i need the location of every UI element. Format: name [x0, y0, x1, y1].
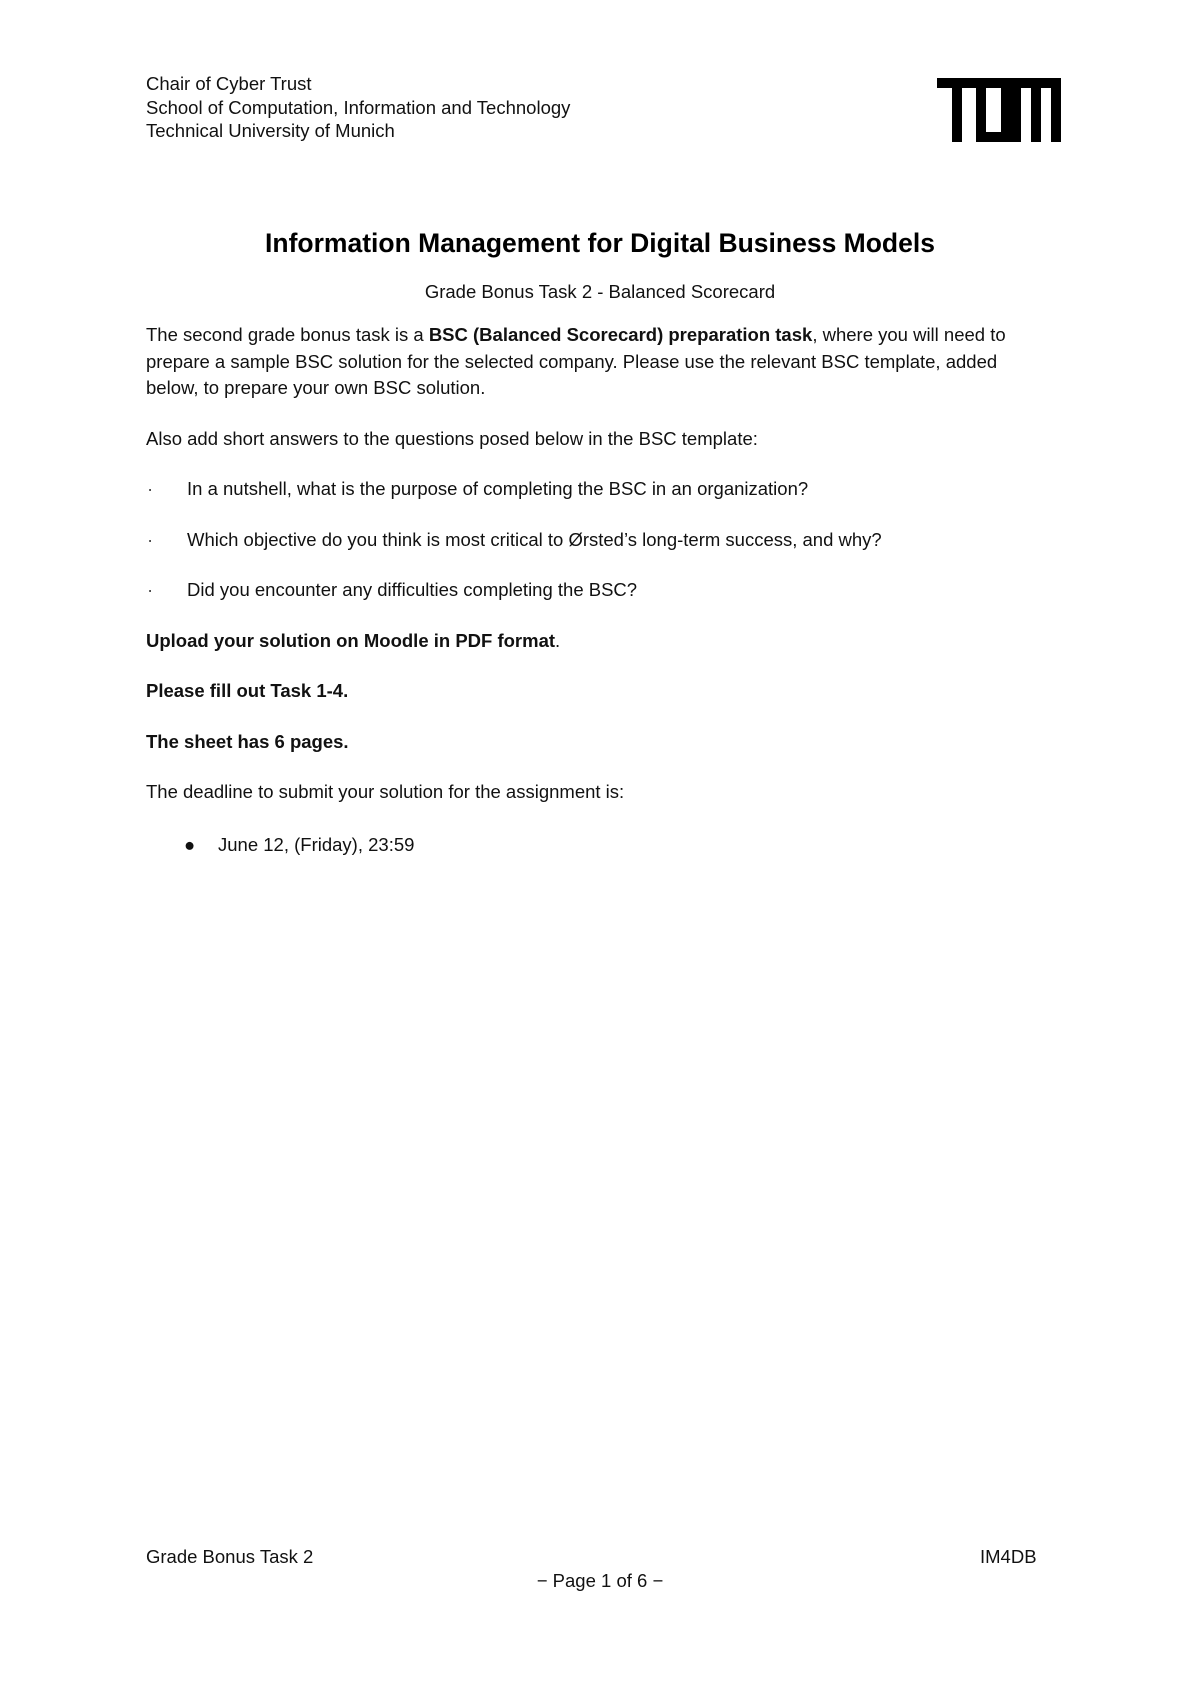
question-text: In a nutshell, what is the purpose of completing the BSC in an organization?	[187, 478, 809, 499]
header-university: Technical University of Munich	[146, 120, 395, 141]
document-body	[146, 322, 1046, 858]
bullet-marker: ·	[147, 478, 154, 499]
institution-header	[146, 72, 570, 143]
fill-instruction: Please fill out Task 1-4.	[146, 680, 349, 701]
question-item	[146, 527, 1046, 554]
question-text: Did you encounter any difficulties completing the BSC?	[187, 579, 638, 600]
intro-paragraph	[146, 322, 1046, 402]
deadline-intro: The deadline to submit your solution for the assignment is:	[146, 781, 625, 802]
intro-bold-task: BSC (Balanced Scorecard) preparation task	[428, 324, 813, 345]
sheet-page-count: The sheet has 6 pages.	[146, 730, 349, 752]
footer-page-number: − Page 1 of 6 −	[536, 1570, 664, 1591]
deadline-text: June 12, (Friday), 23:59	[218, 833, 415, 855]
upload-instruction-bold: Upload your solution on Moodle in PDF format	[146, 629, 556, 651]
question-item	[146, 476, 1046, 503]
header-school: School of Computation, Information and Technology	[146, 96, 571, 118]
bullet-marker: ●	[184, 833, 196, 855]
question-text: Which objective do you think is most critical to Ørsted’s long-term success, and why?	[187, 528, 882, 550]
question-item	[146, 577, 1046, 604]
questions-intro: Also add short answers to the questions posed below in the BSC template:	[146, 427, 758, 449]
document-subtitle: Grade Bonus Task 2 - Balanced Scorecard	[424, 281, 776, 302]
bullet-marker: ·	[147, 579, 154, 600]
footer-task-name: Grade Bonus Task 2	[146, 1546, 314, 1567]
upload-instruction	[146, 628, 1046, 655]
footer-course-code: IM4DB	[980, 1546, 1037, 1567]
upload-instruction-period: .	[555, 629, 561, 651]
document-title: Information Management for Digital Business Models	[265, 228, 935, 258]
intro-text-end: , where you will need to prepare a sample BSC solution for the selected company. Please use the relevant BSC template, added below, to prepare your own BSC solution.	[146, 324, 1006, 398]
header-chair: Chair of Cyber Trust	[146, 73, 312, 94]
deadline-item	[146, 832, 1046, 859]
bullet-marker: ·	[147, 528, 154, 550]
tum-logo	[937, 78, 1061, 142]
intro-text-start: The second grade bonus task is a	[146, 324, 429, 345]
